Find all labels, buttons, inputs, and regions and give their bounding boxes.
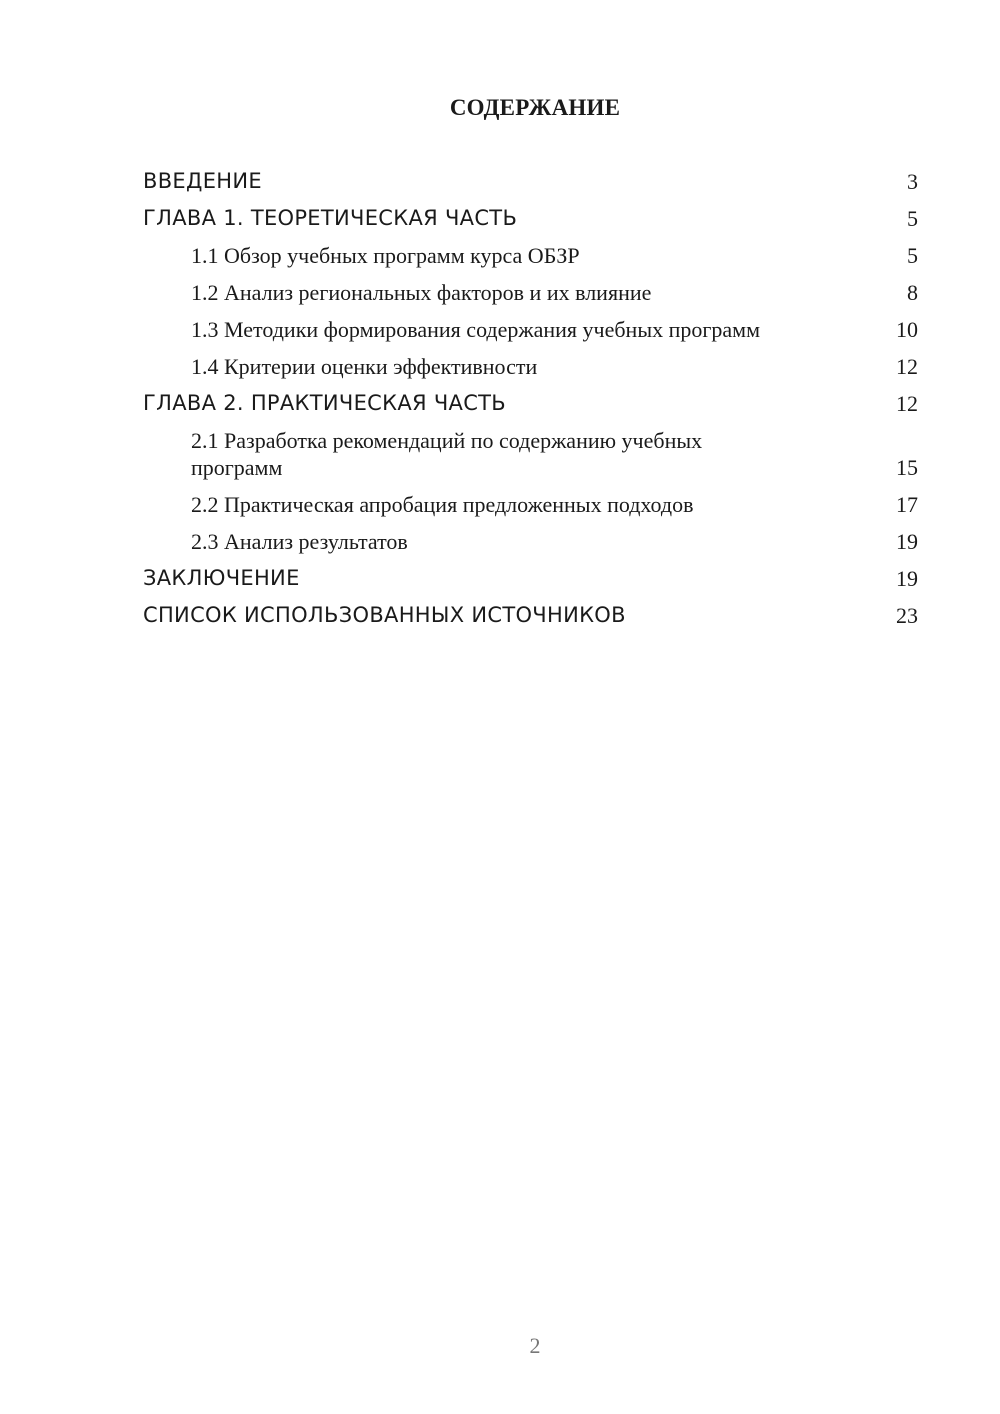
- toc-entry-page: 12: [896, 391, 918, 416]
- toc-entry[interactable]: [143, 279, 918, 306]
- toc-entry-label: ЗАКЛЮЧЕНИЕ: [143, 566, 300, 590]
- toc-entry[interactable]: [143, 528, 918, 555]
- toc-entry-page: 17: [896, 492, 918, 517]
- toc-entry[interactable]: [143, 390, 918, 417]
- toc-entry[interactable]: [143, 427, 918, 481]
- toc-entry-page: 5: [907, 243, 918, 268]
- toc-entry-label: ВВЕДЕНИЕ: [143, 169, 262, 193]
- toc-entry-page: 19: [896, 566, 918, 591]
- toc-entry-page: 15: [896, 455, 918, 480]
- toc-list: [143, 168, 918, 639]
- toc-entry-page: 12: [896, 354, 918, 379]
- toc-entry[interactable]: [143, 602, 918, 629]
- toc-title: СОДЕРЖАНИЕ: [449, 95, 621, 120]
- toc-entry-label: 1.4 Критерии оценки эффективности: [191, 354, 538, 379]
- toc-entry-page: 8: [907, 280, 918, 305]
- toc-entry-label: 1.3 Методики формирования содержания учебных программ: [191, 317, 761, 342]
- toc-entry-label: 2.1 Разработка рекомендаций по содержанию учебных программ: [191, 428, 703, 480]
- toc-entry[interactable]: [143, 168, 918, 195]
- toc-entry-label: СПИСОК ИСПОЛЬЗОВАННЫХ ИСТОЧНИКОВ: [143, 603, 626, 627]
- toc-entry-page: 3: [907, 169, 918, 194]
- toc-entry-page: 23: [896, 603, 918, 628]
- toc-entry[interactable]: [143, 316, 918, 343]
- toc-entry[interactable]: [143, 491, 918, 518]
- toc-entry[interactable]: [143, 565, 918, 592]
- toc-entry[interactable]: [143, 353, 918, 380]
- toc-entry[interactable]: [143, 242, 918, 269]
- toc-entry-label: 2.3 Анализ результатов: [191, 529, 408, 554]
- toc-entry-page: 10: [896, 317, 918, 342]
- toc-entry-label: ГЛАВА 2. ПРАКТИЧЕСКАЯ ЧАСТЬ: [143, 391, 507, 415]
- toc-entry-page: 5: [907, 206, 918, 231]
- toc-entry-label: 1.1 Обзор учебных программ курса ОБЗР: [191, 243, 580, 268]
- toc-entry-label: 1.2 Анализ региональных факторов и их влияние: [191, 280, 652, 305]
- toc-entry-label: ГЛАВА 1. ТЕОРЕТИЧЕСКАЯ ЧАСТЬ: [143, 206, 518, 230]
- toc-entry-page: 19: [896, 529, 918, 554]
- page-number: 2: [529, 1333, 541, 1358]
- toc-entry[interactable]: [143, 205, 918, 232]
- toc-entry-label: 2.2 Практическая апробация предложенных подходов: [191, 492, 694, 517]
